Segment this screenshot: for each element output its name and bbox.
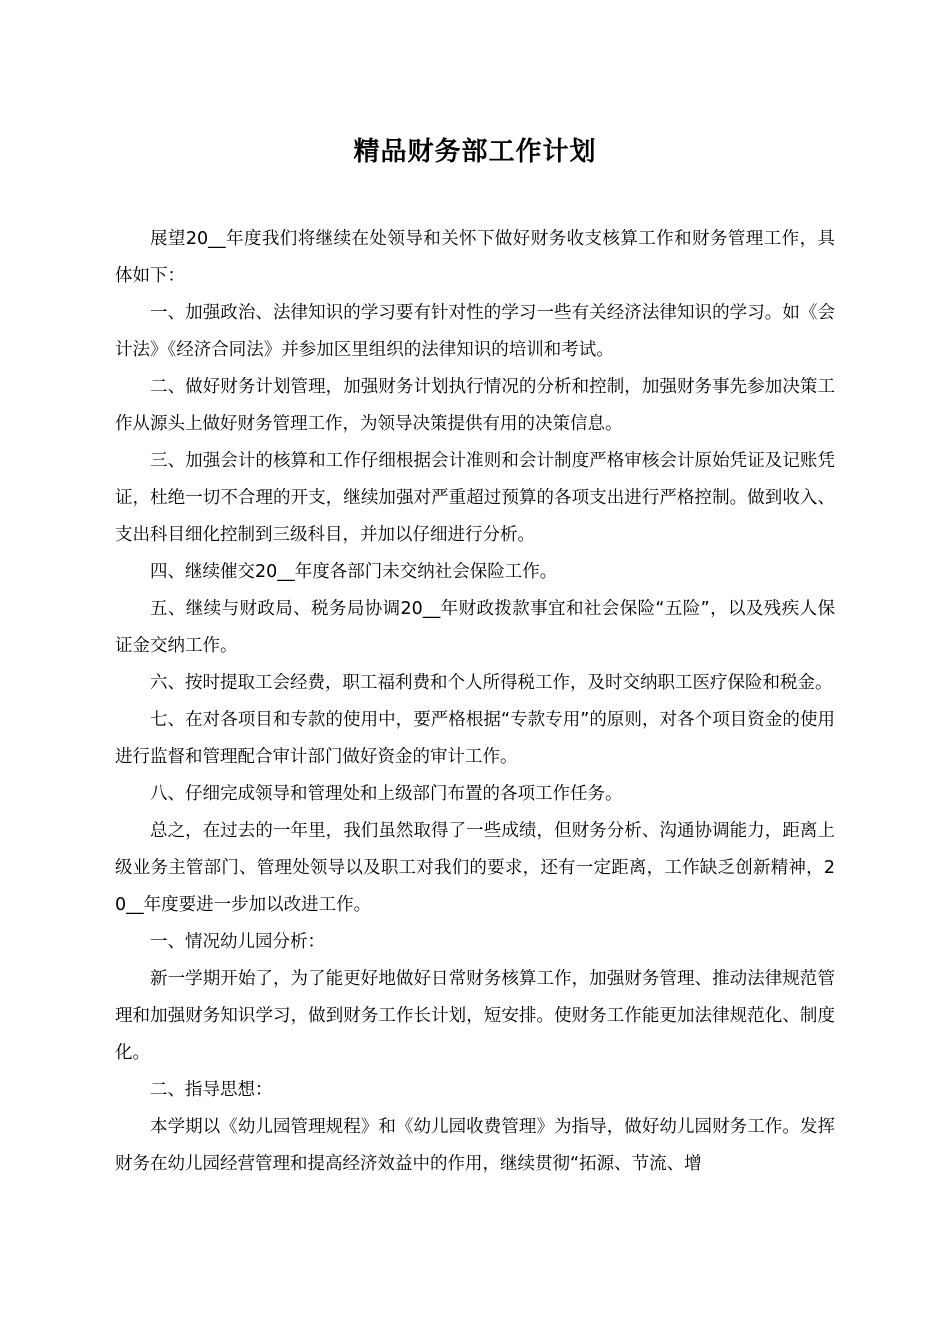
item-3-paragraph: 三、加强会计的核算和工作仔细根据会计准则和会计制度严格审核会计原始凭证及记账凭证，杜绝一切不合理的开支，继续加强对严重超过预算的各项支出进行严格控制。做到收入、支出科目细化控制到三级科目，并加以仔细进行分析。 — [115, 451, 835, 545]
section-heading-guiding-thought: 二、指导思想： — [150, 1080, 273, 1100]
item-8-paragraph: 八、仔细完成领导和管理处和上级部门布置的各项工作任务。 — [150, 784, 623, 804]
item-7-paragraph: 七、在对各项目和专款的使用中，要严格根据“专款专用”的原则，对各个项目资金的使用进行监督和管理配合审计部门做好资金的审计工作。 — [115, 710, 835, 767]
document-body — [115, 221, 835, 1183]
item-5-paragraph: 五、继续与财政局、税务局协调20__年财政拨款事宜和社会保险“五险”，以及残疾人保证金交纳工作。 — [115, 599, 835, 656]
item-1-paragraph: 一、加强政治、法律知识的学习要有针对性的学习一些有关经济法律知识的学习。如《会计法》《经济合同法》并参加区里组织的法律知识的培训和考试。 — [115, 303, 835, 360]
item-2-paragraph: 二、做好财务计划管理，加强财务计划执行情况的分析和控制，加强财务事先参加决策工作从源头上做好财务管理工作，为领导决策提供有用的决策信息。 — [115, 377, 835, 434]
intro-paragraph: 展望20__年度我们将继续在处领导和关怀下做好财务收支核算工作和财务管理工作，具体如下： — [115, 229, 835, 286]
item-6-paragraph: 六、按时提取工会经费，职工福利费和个人所得税工作，及时交纳职工医疗保险和税金。 — [150, 673, 833, 693]
section-heading-analysis: 一、情况幼儿园分析： — [150, 932, 325, 952]
summary-paragraph: 总之，在过去的一年里，我们虽然取得了一些成绩，但财务分析、沟通协调能力，距离上级业务主管部门、管理处领导以及职工对我们的要求，还有一定距离，工作缺乏创新精神，20__年度要进一步加以改进工作。 — [115, 821, 835, 915]
item-4-paragraph: 四、继续催交20__年度各部门未交纳社会保险工作。 — [150, 562, 558, 582]
document-title: 精品财务部工作计划 — [353, 137, 597, 167]
guiding-thought-paragraph: 本学期以《幼儿园管理规程》和《幼儿园收费管理》为指导，做好幼儿园财务工作。发挥财务在幼儿园经营管理和提高经济效益中的作用，继续贯彻“拓源、节流、增 — [115, 1117, 835, 1174]
analysis-paragraph: 新一学期开始了，为了能更好地做好日常财务核算工作，加强财务管理、推动法律规范管理和加强财务知识学习，做到财务工作长计划，短安排。使财务工作能更加法律规范化、制度化。 — [115, 969, 835, 1063]
